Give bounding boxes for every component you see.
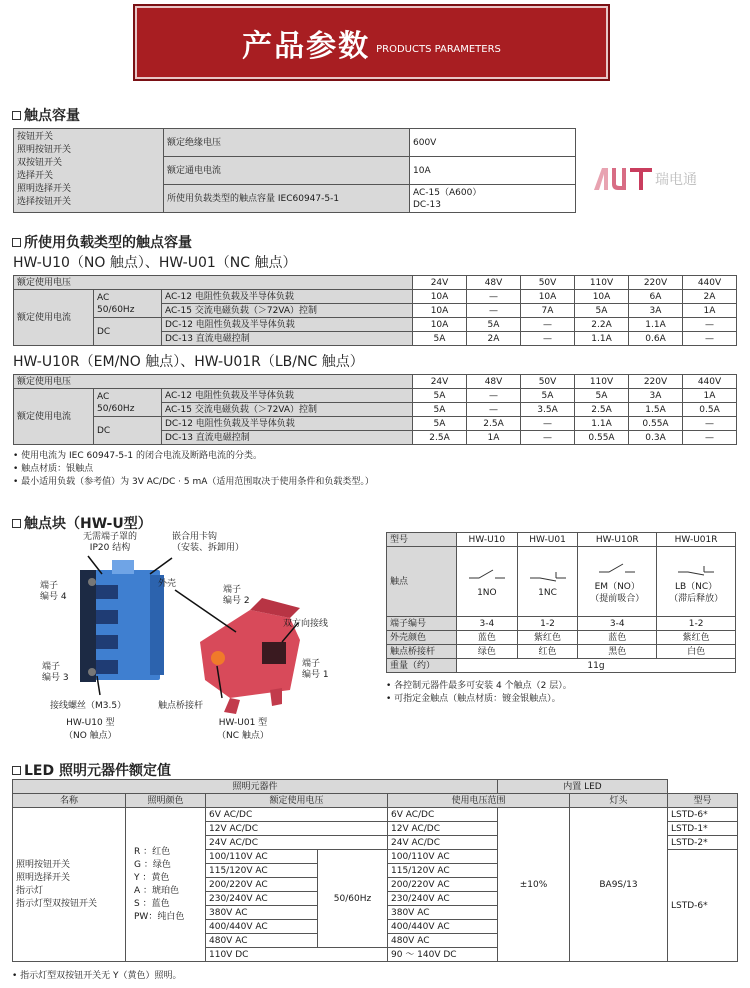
contact-cell: [657, 547, 736, 617]
capacity-value: 5A: [521, 389, 575, 403]
row-label: 额定绝缘电压: [164, 129, 410, 157]
load-notes: [13, 450, 374, 489]
capacity-value: —: [467, 304, 521, 318]
capacity-value: 0.6A: [629, 332, 683, 346]
brand-logo: [592, 164, 697, 194]
label-shell: 外壳: [158, 579, 177, 589]
logo-text: 瑞电通: [655, 172, 697, 188]
voltage-col-header: 440V: [683, 276, 737, 290]
cell-line: 照明按钮开关: [16, 859, 71, 870]
label-screw: 接线螺丝（M3.5）: [50, 701, 127, 711]
capacity-value: —: [467, 403, 521, 417]
ac-label: [94, 389, 162, 417]
cell-line: 选择按钮开关: [17, 197, 72, 207]
note-line: • 触点材质：银触点: [13, 464, 94, 474]
contact-block-spec-table: [386, 532, 736, 673]
voltage-range: 115/120V AC: [388, 864, 498, 878]
rated-voltage: 380V AC: [206, 906, 318, 920]
group-header: 照明元器件: [13, 780, 498, 794]
cell-line: 照明按钮开关: [17, 145, 72, 155]
col-header-base: 灯头: [570, 794, 668, 808]
label-ip20: 无需端子罩的 IP20 结构: [83, 532, 138, 553]
led-model: LSTD-1*: [668, 822, 738, 836]
capacity-value: —: [521, 431, 575, 445]
section-title-load-capacity: 所使用负载类型的触点容量: [12, 232, 192, 252]
rated-voltage: 110V DC: [206, 948, 388, 962]
cell-line: 50/60Hz: [97, 304, 135, 315]
voltage-col-header: 24V: [413, 375, 467, 389]
capacity-value: 1A: [467, 431, 521, 445]
capacity-value: 2.5A: [575, 403, 629, 417]
terminals-value: 1-2: [517, 617, 578, 631]
value-cell: 10A: [410, 157, 576, 185]
cell-line: AC: [97, 292, 110, 303]
terminals-value: 1-2: [657, 617, 736, 631]
voltage-range: 480V AC: [388, 934, 498, 948]
voltage-range: 90 ～ 140V DC: [388, 948, 498, 962]
load-type-label: AC-12 电阻性负载及半导体负载: [162, 290, 413, 304]
caption-hw-u10: HW-U10 型 （NO 触点）: [64, 718, 117, 741]
table-row: [13, 794, 738, 808]
cell-line: R ：红色: [134, 846, 171, 857]
capacity-value: 1A: [683, 389, 737, 403]
rated-voltage: 480V AC: [206, 934, 318, 948]
bridges-value: 白色: [657, 645, 736, 659]
contact-capacity-table: [13, 128, 576, 213]
contact-cell: [578, 547, 657, 617]
table-row: [14, 276, 737, 290]
logo-mark-icon: [592, 164, 654, 194]
colors-value: 紫红色: [657, 631, 736, 645]
contact-block-notes: [386, 680, 572, 706]
rated-voltage: 100/110V AC: [206, 850, 318, 864]
ac-label: [94, 290, 162, 318]
capacity-value: 10A: [521, 290, 575, 304]
capacity-value: 1.1A: [575, 417, 629, 431]
cell-line: 指示灯: [16, 885, 44, 896]
cell-line: 照明选择开关: [16, 872, 71, 883]
model-name: HW-U10R: [578, 533, 657, 547]
applicable-switches-cell: [14, 129, 164, 213]
capacity-value: 3A: [629, 304, 683, 318]
capacity-value: 7A: [521, 304, 575, 318]
rated-voltage: 115/120V AC: [206, 864, 318, 878]
voltage-col-header: 220V: [629, 276, 683, 290]
cell-line: 按钮开关: [17, 132, 54, 142]
colors-value: 蓝色: [457, 631, 518, 645]
cell-line: （滞后释放）: [669, 593, 724, 604]
cell-line: Y ：黄色: [134, 872, 170, 883]
checkbox-square-icon: [12, 766, 21, 775]
capacity-value: 2A: [683, 290, 737, 304]
col-header-rated-voltage: 额定使用电压: [206, 794, 388, 808]
contact-block-illustration: [0, 530, 380, 745]
load-type-label: DC-12 电阻性负载及半导体负载: [162, 318, 413, 332]
capacity-value: —: [683, 318, 737, 332]
blue-contact-block-image: [80, 560, 164, 682]
capacity-value: 1.5A: [629, 403, 683, 417]
no-contact-symbol-icon: [597, 559, 637, 577]
load-type-label: AC-15 交流电磁负载（＞72VA）控制: [162, 403, 413, 417]
col-header-voltage-range: 使用电压范围: [388, 794, 570, 808]
terminals-label: 端子编号: [387, 617, 457, 631]
table-row: [387, 631, 736, 645]
col-header-color: 照明颜色: [126, 794, 206, 808]
capacity-value: —: [683, 417, 737, 431]
capacity-value: —: [521, 417, 575, 431]
weight-label: 重量（约）: [387, 659, 457, 673]
table-row: [14, 318, 737, 332]
switch-names-cell: [13, 808, 126, 962]
caption-hw-u01: HW-U01 型 （NC 触点）: [217, 718, 269, 741]
tolerance: ±10%: [498, 808, 570, 962]
note-line: • 最小适用负载（参考值）为 3V AC/DC · 5 mA（适用范围取决于使用条件和负载类型。）: [13, 477, 374, 487]
voltage-col-header: 50V: [521, 276, 575, 290]
page-subtitle: PRODUCTS PARAMETERS: [376, 44, 501, 55]
row-label: 额定通电电流: [164, 157, 410, 185]
voltage-col-header: 50V: [521, 375, 575, 389]
capacity-value: 2.5A: [467, 417, 521, 431]
cell-line: 50/60Hz: [97, 403, 135, 414]
bridges-label: 触点桥接杆: [387, 645, 457, 659]
capacity-value: 0.55A: [629, 417, 683, 431]
capacity-value: —: [683, 332, 737, 346]
cell-line: 指示灯型双按钮开关: [16, 898, 98, 909]
capacity-value: 5A: [413, 389, 467, 403]
voltage-col-header: 24V: [413, 276, 467, 290]
capacity-value: —: [467, 290, 521, 304]
model-label: 型号: [387, 533, 457, 547]
bridges-value: 绿色: [457, 645, 518, 659]
table-row: [387, 617, 736, 631]
led-model: LSTD-6*: [668, 850, 738, 962]
voltage-header: 额定使用电压: [14, 276, 413, 290]
rated-voltage: 400/440V AC: [206, 920, 318, 934]
load-type-label: DC-13 直流电磁控制: [162, 431, 413, 445]
no-contact-symbol-icon: [467, 565, 507, 583]
rated-voltage: 12V AC/DC: [206, 822, 388, 836]
capacity-value: 6A: [629, 290, 683, 304]
capacity-value: 5A: [413, 417, 467, 431]
label-terminal-1: 端子 编号 1: [302, 659, 329, 680]
capacity-value: 10A: [575, 290, 629, 304]
led-header: 内置 LED: [498, 780, 668, 794]
voltage-range: 230/240V AC: [388, 892, 498, 906]
cell-line: 照明选择开关: [17, 184, 72, 194]
capacity-value: —: [467, 389, 521, 403]
capacity-value: 2.2A: [575, 318, 629, 332]
model-name: HW-U01R: [657, 533, 736, 547]
table-row: [13, 808, 738, 822]
led-note: • 指示灯型双按钮开关无 Y（黄色）照明。: [12, 971, 182, 981]
value-cell: AC-15（A600） DC-13: [410, 185, 576, 213]
col-header-name: 名称: [13, 794, 126, 808]
terminals-value: 3-4: [578, 617, 657, 631]
dc-label: DC: [94, 318, 162, 346]
current-label: 额定使用电流: [14, 290, 94, 346]
table-row: [13, 780, 738, 794]
bridges-value: 黑色: [578, 645, 657, 659]
model-name: HW-U10: [457, 533, 518, 547]
cell-line: AC: [97, 391, 110, 402]
cell-line: LB（NC）: [674, 581, 718, 592]
rated-voltage: 200/220V AC: [206, 878, 318, 892]
voltage-col-header: 48V: [467, 276, 521, 290]
note-line: • 各控制元器件最多可安装 4 个触点（2 层）。: [386, 681, 572, 691]
voltage-range: 6V AC/DC: [388, 808, 498, 822]
capacity-value: —: [521, 318, 575, 332]
led-rating-table: [12, 779, 738, 962]
col-header-model: 型号: [668, 794, 738, 808]
voltage-col-header: 220V: [629, 375, 683, 389]
section-title-led-rating: LED 照明元器件额定值: [12, 760, 171, 780]
section-title-contact-block: 触点块（HW-U型）: [12, 513, 152, 533]
checkbox-square-icon: [12, 519, 21, 528]
led-model: LSTD-6*: [668, 808, 738, 822]
voltage-col-header: 110V: [575, 276, 629, 290]
label-hook: 嵌合用卡钩 （安装、拆卸用）: [172, 532, 245, 553]
voltage-range: 200/220V AC: [388, 878, 498, 892]
capacity-value: 10A: [413, 304, 467, 318]
contact-cell: [517, 547, 578, 617]
capacity-value: 0.55A: [575, 431, 629, 445]
rated-voltage: 6V AC/DC: [206, 808, 388, 822]
voltage-range: 12V AC/DC: [388, 822, 498, 836]
capacity-value: 1.1A: [629, 318, 683, 332]
voltage-col-header: 110V: [575, 375, 629, 389]
section-title-contact-capacity: 触点容量: [12, 105, 80, 125]
voltage-header: 额定使用电压: [14, 375, 413, 389]
rated-voltage: 24V AC/DC: [206, 836, 388, 850]
voltage-range: 24V AC/DC: [388, 836, 498, 850]
lamp-base: BA9S/13: [570, 808, 668, 962]
load-capacity-table-u10-u01: [13, 275, 737, 346]
load-type-label: AC-15 交流电磁负载（＞72VA）控制: [162, 304, 413, 318]
capacity-value: 5A: [467, 318, 521, 332]
capacity-value: 1A: [683, 304, 737, 318]
note-line: • 可指定金触点（触点材质：镀金银触点）。: [386, 694, 561, 704]
cell-line: A ：琥珀色: [134, 885, 180, 896]
capacity-value: —: [683, 431, 737, 445]
cell-line: G ：绿色: [134, 859, 171, 870]
label-bridge: 触点桥接杆: [158, 701, 204, 711]
capacity-value: 3.5A: [521, 403, 575, 417]
checkbox-square-icon: [12, 111, 21, 120]
capacity-value: 5A: [575, 304, 629, 318]
capacity-value: 5A: [413, 403, 467, 417]
table-row: [14, 389, 737, 403]
dc-label: DC: [94, 417, 162, 445]
cell-line: S ：蓝色: [134, 898, 170, 909]
voltage-range: 400/440V AC: [388, 920, 498, 934]
led-model: LSTD-2*: [668, 836, 738, 850]
load-capacity-table-u10r-u01r: [13, 374, 737, 445]
capacity-value: 5A: [575, 389, 629, 403]
checkbox-square-icon: [12, 238, 21, 247]
capacity-value: 2A: [467, 332, 521, 346]
load-type-label: DC-12 电阻性负载及半导体负载: [162, 417, 413, 431]
page-banner: [133, 4, 610, 81]
page-title: 产品参数: [242, 28, 371, 64]
capacity-value: 10A: [413, 318, 467, 332]
table-row: [14, 375, 737, 389]
load-type-label: DC-13 直流电磁控制: [162, 332, 413, 346]
table-row: [387, 645, 736, 659]
contact-label: 触点: [387, 547, 457, 617]
cell-line: 1NC: [538, 587, 557, 598]
frequency: 50/60Hz: [318, 850, 388, 948]
note-line: • 使用电流为 IEC 60947-5-1 的闭合电流及断路电流的分类。: [13, 451, 262, 461]
table-row: [387, 547, 736, 617]
cell-line: 1NO: [477, 587, 497, 598]
row-label: 所使用负载类型的触点容量 IEC60947-5-1: [164, 185, 410, 213]
rated-voltage: 230/240V AC: [206, 892, 318, 906]
subtitle-u10-u01: HW-U10（NO 触点）、HW-U01（NC 触点）: [13, 255, 297, 271]
table-row: [14, 417, 737, 431]
table-row: [387, 533, 736, 547]
contact-cell: [457, 547, 518, 617]
table-row: [14, 290, 737, 304]
weight-value: 11g: [457, 659, 736, 673]
cell-line: （提前吸合）: [590, 593, 645, 604]
nc-contact-symbol-icon: [528, 565, 568, 583]
cell-line: PW：纯白色: [134, 911, 185, 922]
subtitle-u10r-u01r: HW-U10R（EM/NO 触点）、HW-U01R（LB/NC 触点）: [13, 354, 364, 370]
capacity-value: —: [521, 332, 575, 346]
capacity-value: 2.5A: [413, 431, 467, 445]
voltage-col-header: 48V: [467, 375, 521, 389]
label-terminal-4: 端子 编号 4: [40, 581, 67, 602]
label-terminal-2: 端子 编号 2: [223, 585, 250, 606]
voltage-col-header: 440V: [683, 375, 737, 389]
table-row: [387, 659, 736, 673]
colors-value: 蓝色: [578, 631, 657, 645]
value-cell: 600V: [410, 129, 576, 157]
lamp-colors-cell: [126, 808, 206, 962]
capacity-value: 10A: [413, 290, 467, 304]
cell-line: 双按钮开关: [17, 158, 63, 168]
cell-line: EM（NO）: [594, 581, 640, 592]
colors-value: 紫红色: [517, 631, 578, 645]
capacity-value: 3A: [629, 389, 683, 403]
capacity-value: 0.3A: [629, 431, 683, 445]
capacity-value: 0.5A: [683, 403, 737, 417]
capacity-value: 1.1A: [575, 332, 629, 346]
bridges-value: 红色: [517, 645, 578, 659]
load-type-label: AC-12 电阻性负载及半导体负载: [162, 389, 413, 403]
label-terminal-3: 端子 编号 3: [42, 662, 69, 683]
voltage-range: 100/110V AC: [388, 850, 498, 864]
colors-label: 外壳颜色: [387, 631, 457, 645]
capacity-value: 5A: [413, 332, 467, 346]
current-label: 额定使用电流: [14, 389, 94, 445]
model-name: HW-U01: [517, 533, 578, 547]
table-row: [14, 129, 576, 157]
label-bidirectional: 双方向接线: [283, 619, 329, 629]
voltage-range: 380V AC: [388, 906, 498, 920]
terminals-value: 3-4: [457, 617, 518, 631]
nc-contact-symbol-icon: [676, 559, 716, 577]
cell-line: 选择开关: [17, 171, 54, 181]
